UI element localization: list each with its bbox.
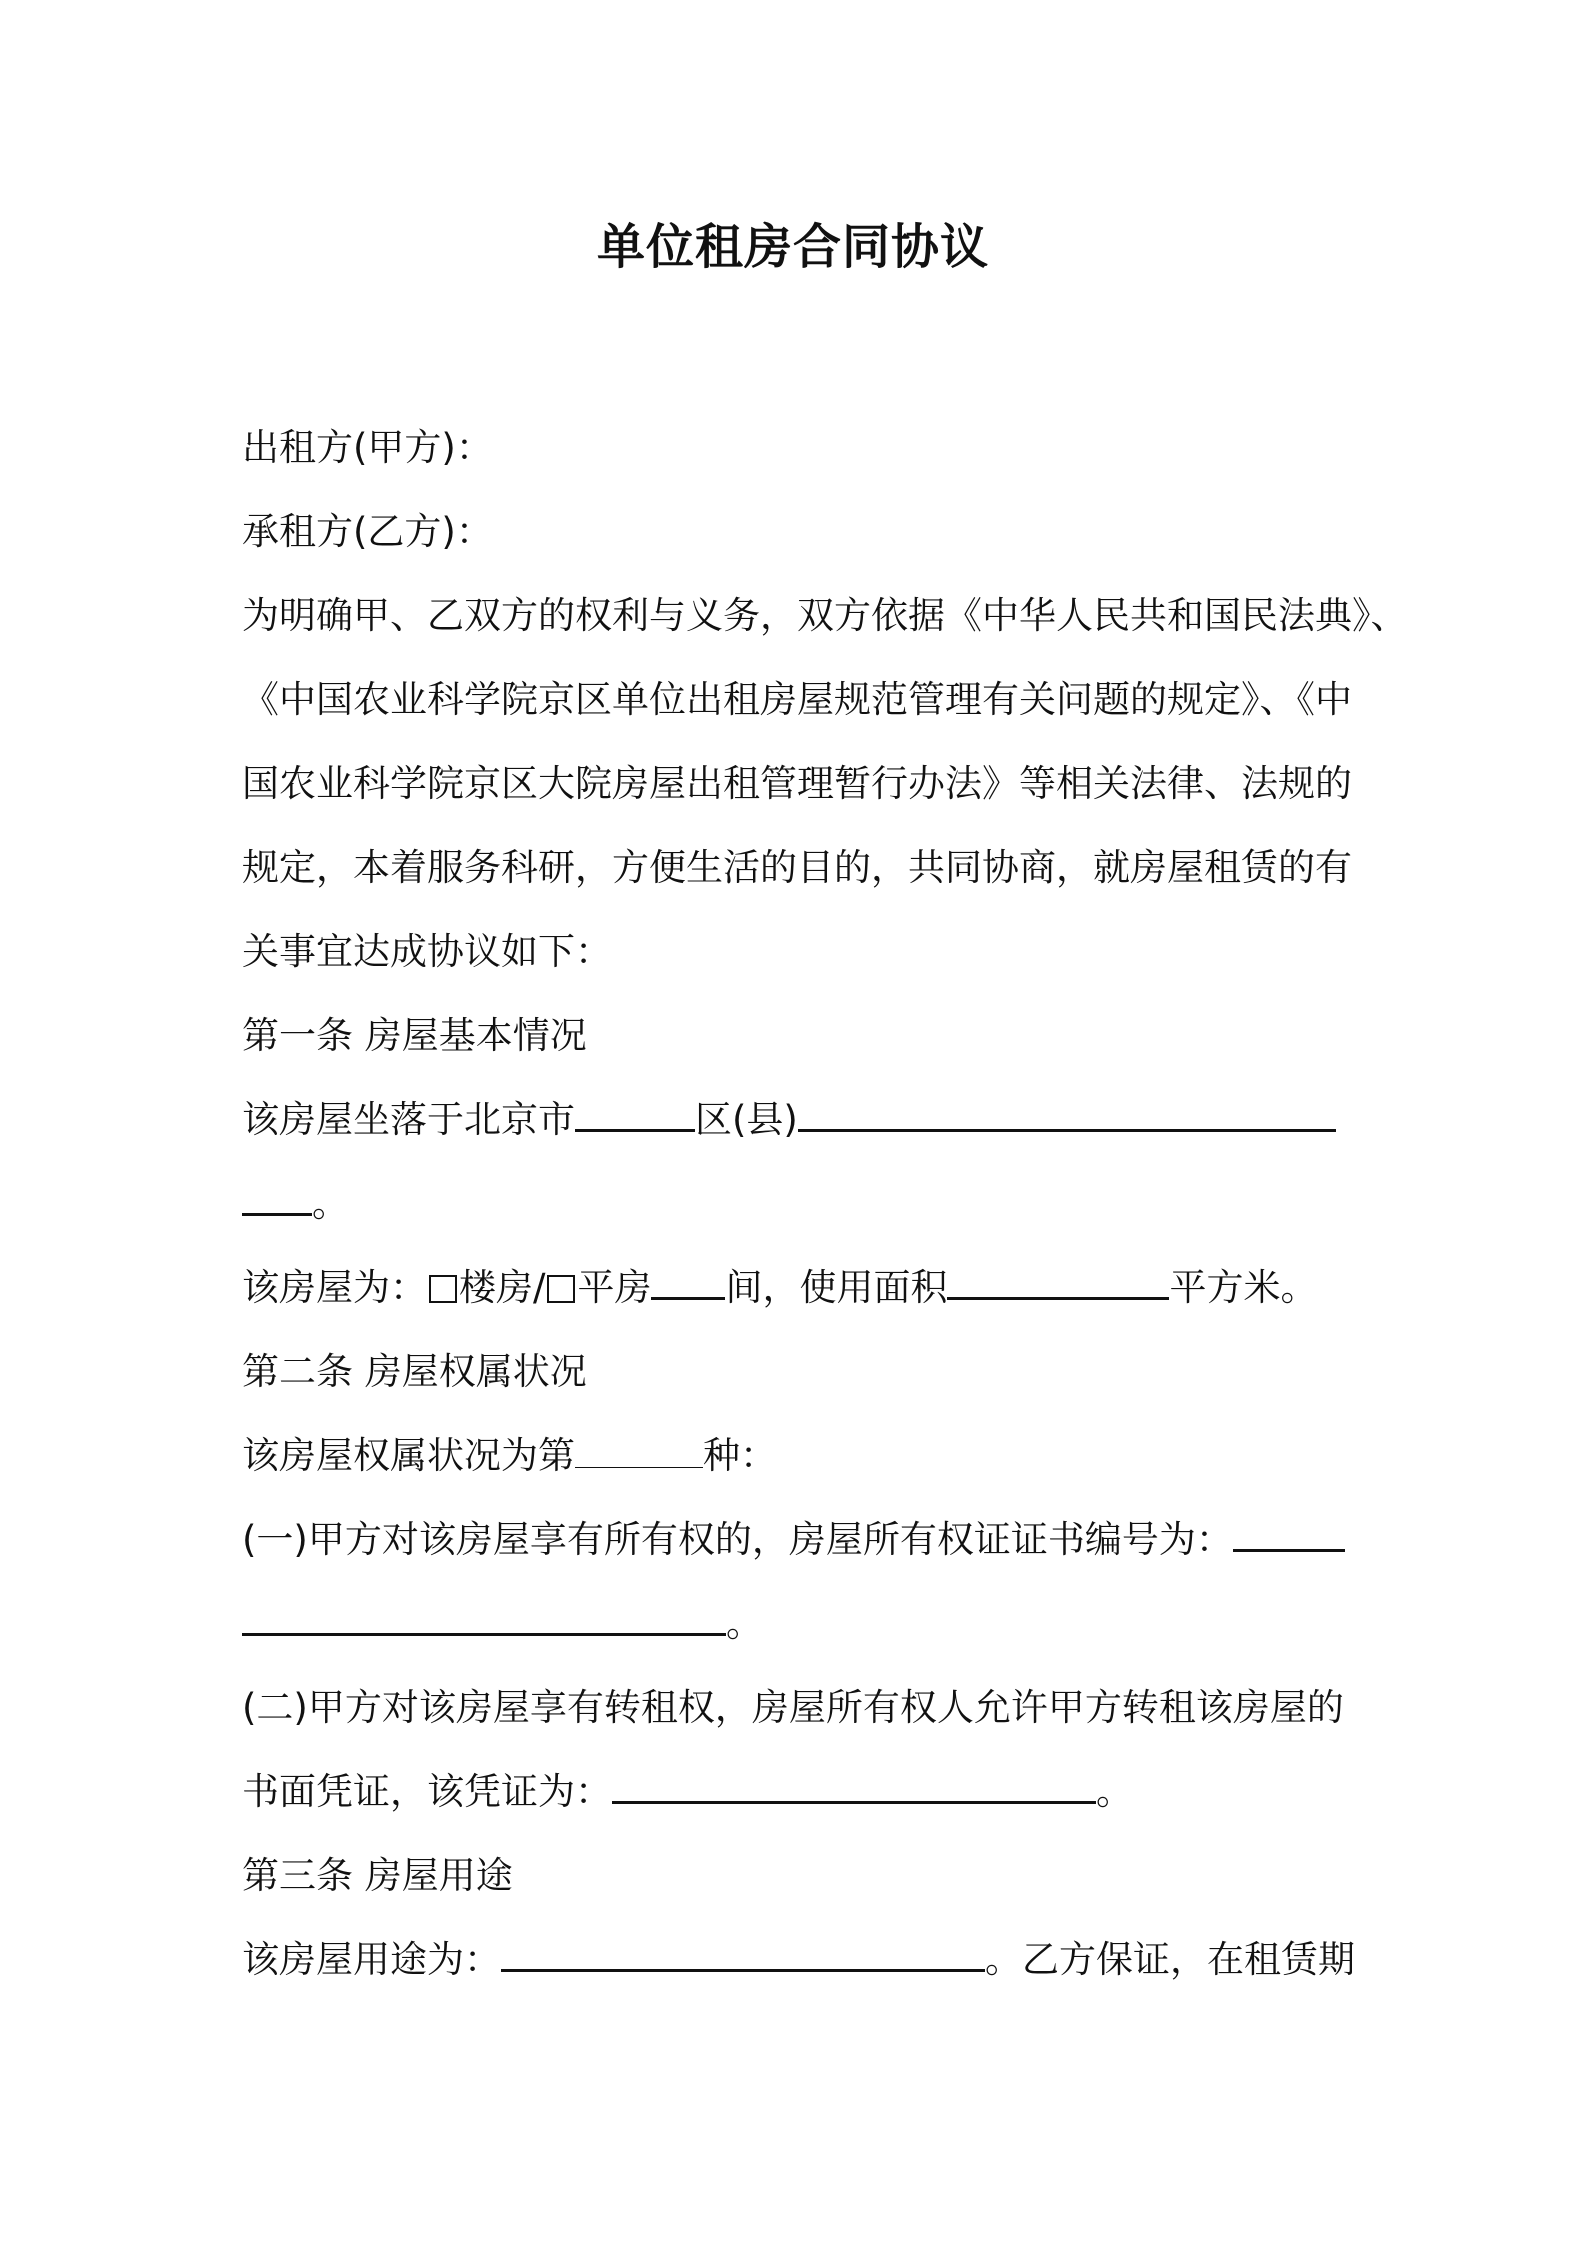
preamble-line-2: 《中国农业科学院京区单位出租房屋规范管理有关问题的规定》、《中 (242, 678, 1352, 721)
type-bungalow-label: 平房 (577, 1266, 652, 1309)
preamble-line-4: 规定，本着服务科研，方便生活的目的，共同协商，就房屋租赁的有 (242, 846, 1352, 889)
use-prefix: 该房屋用途为： (242, 1938, 501, 1981)
article3-heading: 第三条 房屋用途 (242, 1854, 513, 1897)
use-blank[interactable] (501, 1937, 985, 1972)
location-continued-line (242, 1162, 1352, 1246)
district-label: 区(县) (695, 1098, 798, 1141)
status-suffix: 种： (703, 1434, 777, 1477)
use-line (242, 1918, 1355, 2002)
house-type-line (242, 1246, 1352, 1330)
document-body (242, 406, 1408, 2002)
location-prefix: 该房屋坐落于北京市 (242, 1098, 575, 1141)
certificate-number-blank-continued[interactable] (242, 1601, 726, 1636)
area-blank[interactable] (947, 1265, 1169, 1300)
ownership-status-line (242, 1414, 1352, 1498)
ownership-item1-continued-line (242, 1582, 1352, 1666)
article1-heading: 第一条 房屋基本情况 (242, 1014, 587, 1057)
preamble-line-5: 关事宜达成协议如下： (242, 930, 612, 973)
location-line (242, 1078, 1352, 1162)
document-title: 单位租房合同协议 (596, 219, 989, 275)
status-blank[interactable] (575, 1435, 703, 1468)
item2-end: 。 (1096, 1770, 1133, 1813)
status-prefix: 该房屋权属状况为第 (242, 1434, 575, 1477)
area-unit: 平方米。 (1169, 1266, 1318, 1309)
location-end: 。 (312, 1182, 349, 1225)
voucher-blank[interactable] (612, 1769, 1096, 1804)
item1-end: 。 (726, 1602, 763, 1645)
type-building-label: 楼房/ (459, 1266, 546, 1309)
type-prefix: 该房屋为： (242, 1266, 427, 1309)
article2-heading: 第二条 房屋权属状况 (242, 1350, 587, 1393)
preamble-line-3: 国农业科学院京区大院房屋出租管理暂行办法》等相关法律、法规的 (242, 762, 1352, 805)
use-suffix: 。乙方保证，在租赁期 (985, 1938, 1355, 1981)
building-checkbox[interactable] (429, 1275, 457, 1303)
certificate-number-blank[interactable] (1233, 1517, 1345, 1552)
rooms-blank[interactable] (651, 1265, 725, 1300)
preamble-line-1: 为明确甲、乙双方的权利与义务，双方依据《中华人民共和国民法典》、 (242, 594, 1408, 637)
ownership-item2-continued-line (242, 1750, 1352, 1834)
ownership-item1-line (242, 1498, 1352, 1582)
ownership-item2-line: (二)甲方对该房屋享有转租权，房屋所有权人允许甲方转租该房屋的 (242, 1686, 1344, 1729)
item2-prefix: 书面凭证，该凭证为： (242, 1770, 612, 1813)
address-blank[interactable] (798, 1097, 1336, 1132)
district-blank[interactable] (575, 1097, 695, 1132)
rooms-unit: 间，使用面积 (725, 1266, 948, 1309)
item1-text: (一)甲方对该房屋享有所有权的，房屋所有权证证书编号为： (242, 1518, 1233, 1561)
lessor-line: 出租方(甲方)： (242, 426, 493, 469)
lessee-line: 承租方(乙方)： (242, 510, 493, 553)
address-blank-continued[interactable] (242, 1181, 312, 1216)
bungalow-checkbox[interactable] (547, 1275, 575, 1303)
